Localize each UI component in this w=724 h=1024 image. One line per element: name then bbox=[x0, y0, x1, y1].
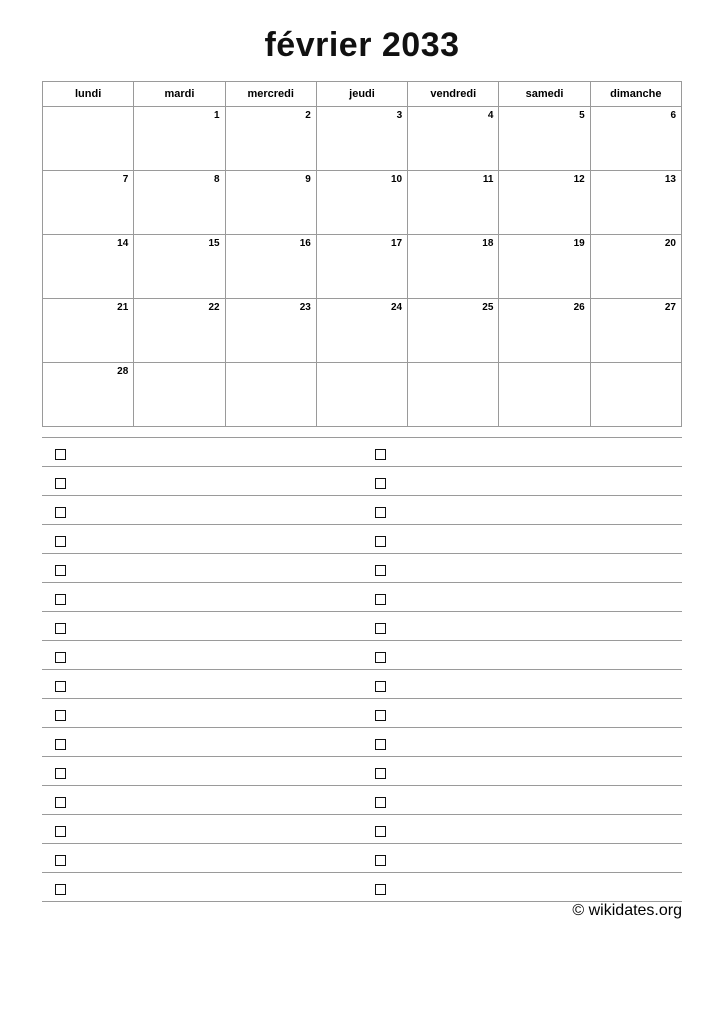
day-cell[interactable]: 7 bbox=[43, 171, 134, 235]
note-line[interactable] bbox=[42, 496, 362, 525]
day-cell[interactable]: 20 bbox=[590, 235, 681, 299]
calendar-week-row bbox=[43, 363, 682, 427]
day-cell[interactable] bbox=[590, 363, 681, 427]
day-cell[interactable]: 21 bbox=[43, 299, 134, 363]
day-cell[interactable]: 2 bbox=[225, 107, 316, 171]
note-line[interactable] bbox=[42, 641, 362, 670]
day-cell[interactable]: 26 bbox=[499, 299, 590, 363]
month-calendar-table bbox=[42, 81, 682, 427]
day-cell[interactable] bbox=[43, 107, 134, 171]
checkbox-icon[interactable] bbox=[375, 797, 386, 808]
checkbox-icon[interactable] bbox=[375, 681, 386, 692]
day-cell[interactable]: 12 bbox=[499, 171, 590, 235]
checkbox-icon[interactable] bbox=[55, 797, 66, 808]
day-cell[interactable]: 1 bbox=[134, 107, 225, 171]
note-line[interactable] bbox=[42, 583, 362, 612]
checkbox-icon[interactable] bbox=[375, 710, 386, 721]
day-cell[interactable]: 16 bbox=[225, 235, 316, 299]
note-line[interactable] bbox=[362, 583, 682, 612]
day-cell[interactable]: 25 bbox=[408, 299, 499, 363]
checkbox-icon[interactable] bbox=[55, 507, 66, 518]
note-line[interactable] bbox=[362, 438, 682, 467]
checkbox-icon[interactable] bbox=[55, 594, 66, 605]
note-line[interactable] bbox=[42, 844, 362, 873]
note-line[interactable] bbox=[42, 699, 362, 728]
note-line[interactable] bbox=[42, 815, 362, 844]
calendar-week-row bbox=[43, 107, 682, 171]
checkbox-icon[interactable] bbox=[375, 536, 386, 547]
day-cell[interactable]: 9 bbox=[225, 171, 316, 235]
calendar-week-row bbox=[43, 299, 682, 363]
note-line[interactable] bbox=[362, 873, 682, 902]
note-line[interactable] bbox=[42, 467, 362, 496]
checkbox-icon[interactable] bbox=[55, 826, 66, 837]
note-line[interactable] bbox=[362, 525, 682, 554]
day-cell[interactable]: 19 bbox=[499, 235, 590, 299]
day-cell[interactable]: 17 bbox=[316, 235, 407, 299]
weekday-header-thursday: jeudi bbox=[316, 82, 407, 107]
note-line[interactable] bbox=[362, 815, 682, 844]
checkbox-icon[interactable] bbox=[55, 536, 66, 547]
day-cell[interactable]: 27 bbox=[590, 299, 681, 363]
day-cell[interactable]: 6 bbox=[590, 107, 681, 171]
weekday-header-friday: vendredi bbox=[408, 82, 499, 107]
day-cell[interactable]: 18 bbox=[408, 235, 499, 299]
calendar-week-row bbox=[43, 171, 682, 235]
weekday-header-sunday: dimanche bbox=[590, 82, 681, 107]
notes-table bbox=[42, 437, 682, 902]
day-cell[interactable]: 3 bbox=[316, 107, 407, 171]
day-cell[interactable] bbox=[316, 363, 407, 427]
day-cell[interactable] bbox=[225, 363, 316, 427]
checkbox-icon[interactable] bbox=[55, 855, 66, 866]
day-cell[interactable]: 23 bbox=[225, 299, 316, 363]
checkbox-icon[interactable] bbox=[55, 710, 66, 721]
note-row bbox=[42, 641, 682, 670]
note-row bbox=[42, 728, 682, 757]
day-cell[interactable] bbox=[499, 363, 590, 427]
note-line[interactable] bbox=[362, 641, 682, 670]
checkbox-icon[interactable] bbox=[55, 449, 66, 460]
note-line[interactable] bbox=[362, 554, 682, 583]
page-title: février 2033 bbox=[264, 26, 460, 64]
checkbox-icon[interactable] bbox=[375, 449, 386, 460]
checkbox-icon[interactable] bbox=[55, 565, 66, 576]
note-line[interactable] bbox=[362, 467, 682, 496]
checkbox-icon[interactable] bbox=[375, 739, 386, 750]
day-cell[interactable]: 11 bbox=[408, 171, 499, 235]
note-line[interactable] bbox=[42, 873, 362, 902]
note-line[interactable] bbox=[362, 699, 682, 728]
weekday-header-wednesday: mercredi bbox=[225, 82, 316, 107]
checkbox-icon[interactable] bbox=[375, 594, 386, 605]
day-cell[interactable]: 15 bbox=[134, 235, 225, 299]
note-line[interactable] bbox=[362, 670, 682, 699]
day-cell[interactable]: 28 bbox=[43, 363, 134, 427]
note-line[interactable] bbox=[42, 525, 362, 554]
note-row bbox=[42, 554, 682, 583]
checkbox-icon[interactable] bbox=[55, 652, 66, 663]
note-row bbox=[42, 438, 682, 467]
note-row bbox=[42, 670, 682, 699]
note-row bbox=[42, 699, 682, 728]
note-line[interactable] bbox=[362, 612, 682, 641]
note-row bbox=[42, 757, 682, 786]
note-line[interactable] bbox=[42, 757, 362, 786]
checkbox-icon[interactable] bbox=[375, 855, 386, 866]
day-cell[interactable]: 4 bbox=[408, 107, 499, 171]
footer-credit: © wikidates.org bbox=[572, 902, 682, 919]
note-line[interactable] bbox=[362, 757, 682, 786]
checkbox-icon[interactable] bbox=[55, 739, 66, 750]
checkbox-icon[interactable] bbox=[375, 623, 386, 634]
note-line[interactable] bbox=[42, 728, 362, 757]
checkbox-icon[interactable] bbox=[55, 478, 66, 489]
note-line[interactable] bbox=[362, 496, 682, 525]
weekday-header-tuesday: mardi bbox=[134, 82, 225, 107]
note-line[interactable] bbox=[42, 438, 362, 467]
note-line[interactable] bbox=[42, 670, 362, 699]
day-cell[interactable] bbox=[408, 363, 499, 427]
checkbox-icon[interactable] bbox=[375, 826, 386, 837]
calendar-section bbox=[0, 81, 724, 427]
note-line[interactable] bbox=[362, 844, 682, 873]
note-line[interactable] bbox=[42, 554, 362, 583]
checkbox-icon[interactable] bbox=[375, 884, 386, 895]
checkbox-icon[interactable] bbox=[375, 768, 386, 779]
weekday-header-monday: lundi bbox=[43, 82, 134, 107]
note-row bbox=[42, 525, 682, 554]
checkbox-icon[interactable] bbox=[375, 652, 386, 663]
day-cell[interactable]: 10 bbox=[316, 171, 407, 235]
calendar-header-row bbox=[43, 82, 682, 107]
day-cell[interactable]: 22 bbox=[134, 299, 225, 363]
note-line[interactable] bbox=[362, 786, 682, 815]
checkbox-icon[interactable] bbox=[55, 681, 66, 692]
checkbox-icon[interactable] bbox=[55, 623, 66, 634]
checkbox-icon[interactable] bbox=[55, 884, 66, 895]
note-row bbox=[42, 496, 682, 525]
day-cell[interactable]: 8 bbox=[134, 171, 225, 235]
notes-section bbox=[0, 427, 724, 902]
note-line[interactable] bbox=[42, 612, 362, 641]
checkbox-icon[interactable] bbox=[375, 478, 386, 489]
weekday-header-saturday: samedi bbox=[499, 82, 590, 107]
day-cell[interactable]: 14 bbox=[43, 235, 134, 299]
checkbox-icon[interactable] bbox=[375, 565, 386, 576]
note-row bbox=[42, 612, 682, 641]
note-row bbox=[42, 467, 682, 496]
note-line[interactable] bbox=[362, 728, 682, 757]
note-row bbox=[42, 844, 682, 873]
note-row bbox=[42, 815, 682, 844]
day-cell[interactable]: 24 bbox=[316, 299, 407, 363]
calendar-week-row bbox=[43, 235, 682, 299]
day-cell[interactable] bbox=[134, 363, 225, 427]
note-row bbox=[42, 873, 682, 902]
checkbox-icon[interactable] bbox=[55, 768, 66, 779]
day-cell[interactable]: 13 bbox=[590, 171, 681, 235]
checkbox-icon[interactable] bbox=[375, 507, 386, 518]
day-cell[interactable]: 5 bbox=[499, 107, 590, 171]
note-line[interactable] bbox=[42, 786, 362, 815]
note-row bbox=[42, 583, 682, 612]
note-row bbox=[42, 786, 682, 815]
